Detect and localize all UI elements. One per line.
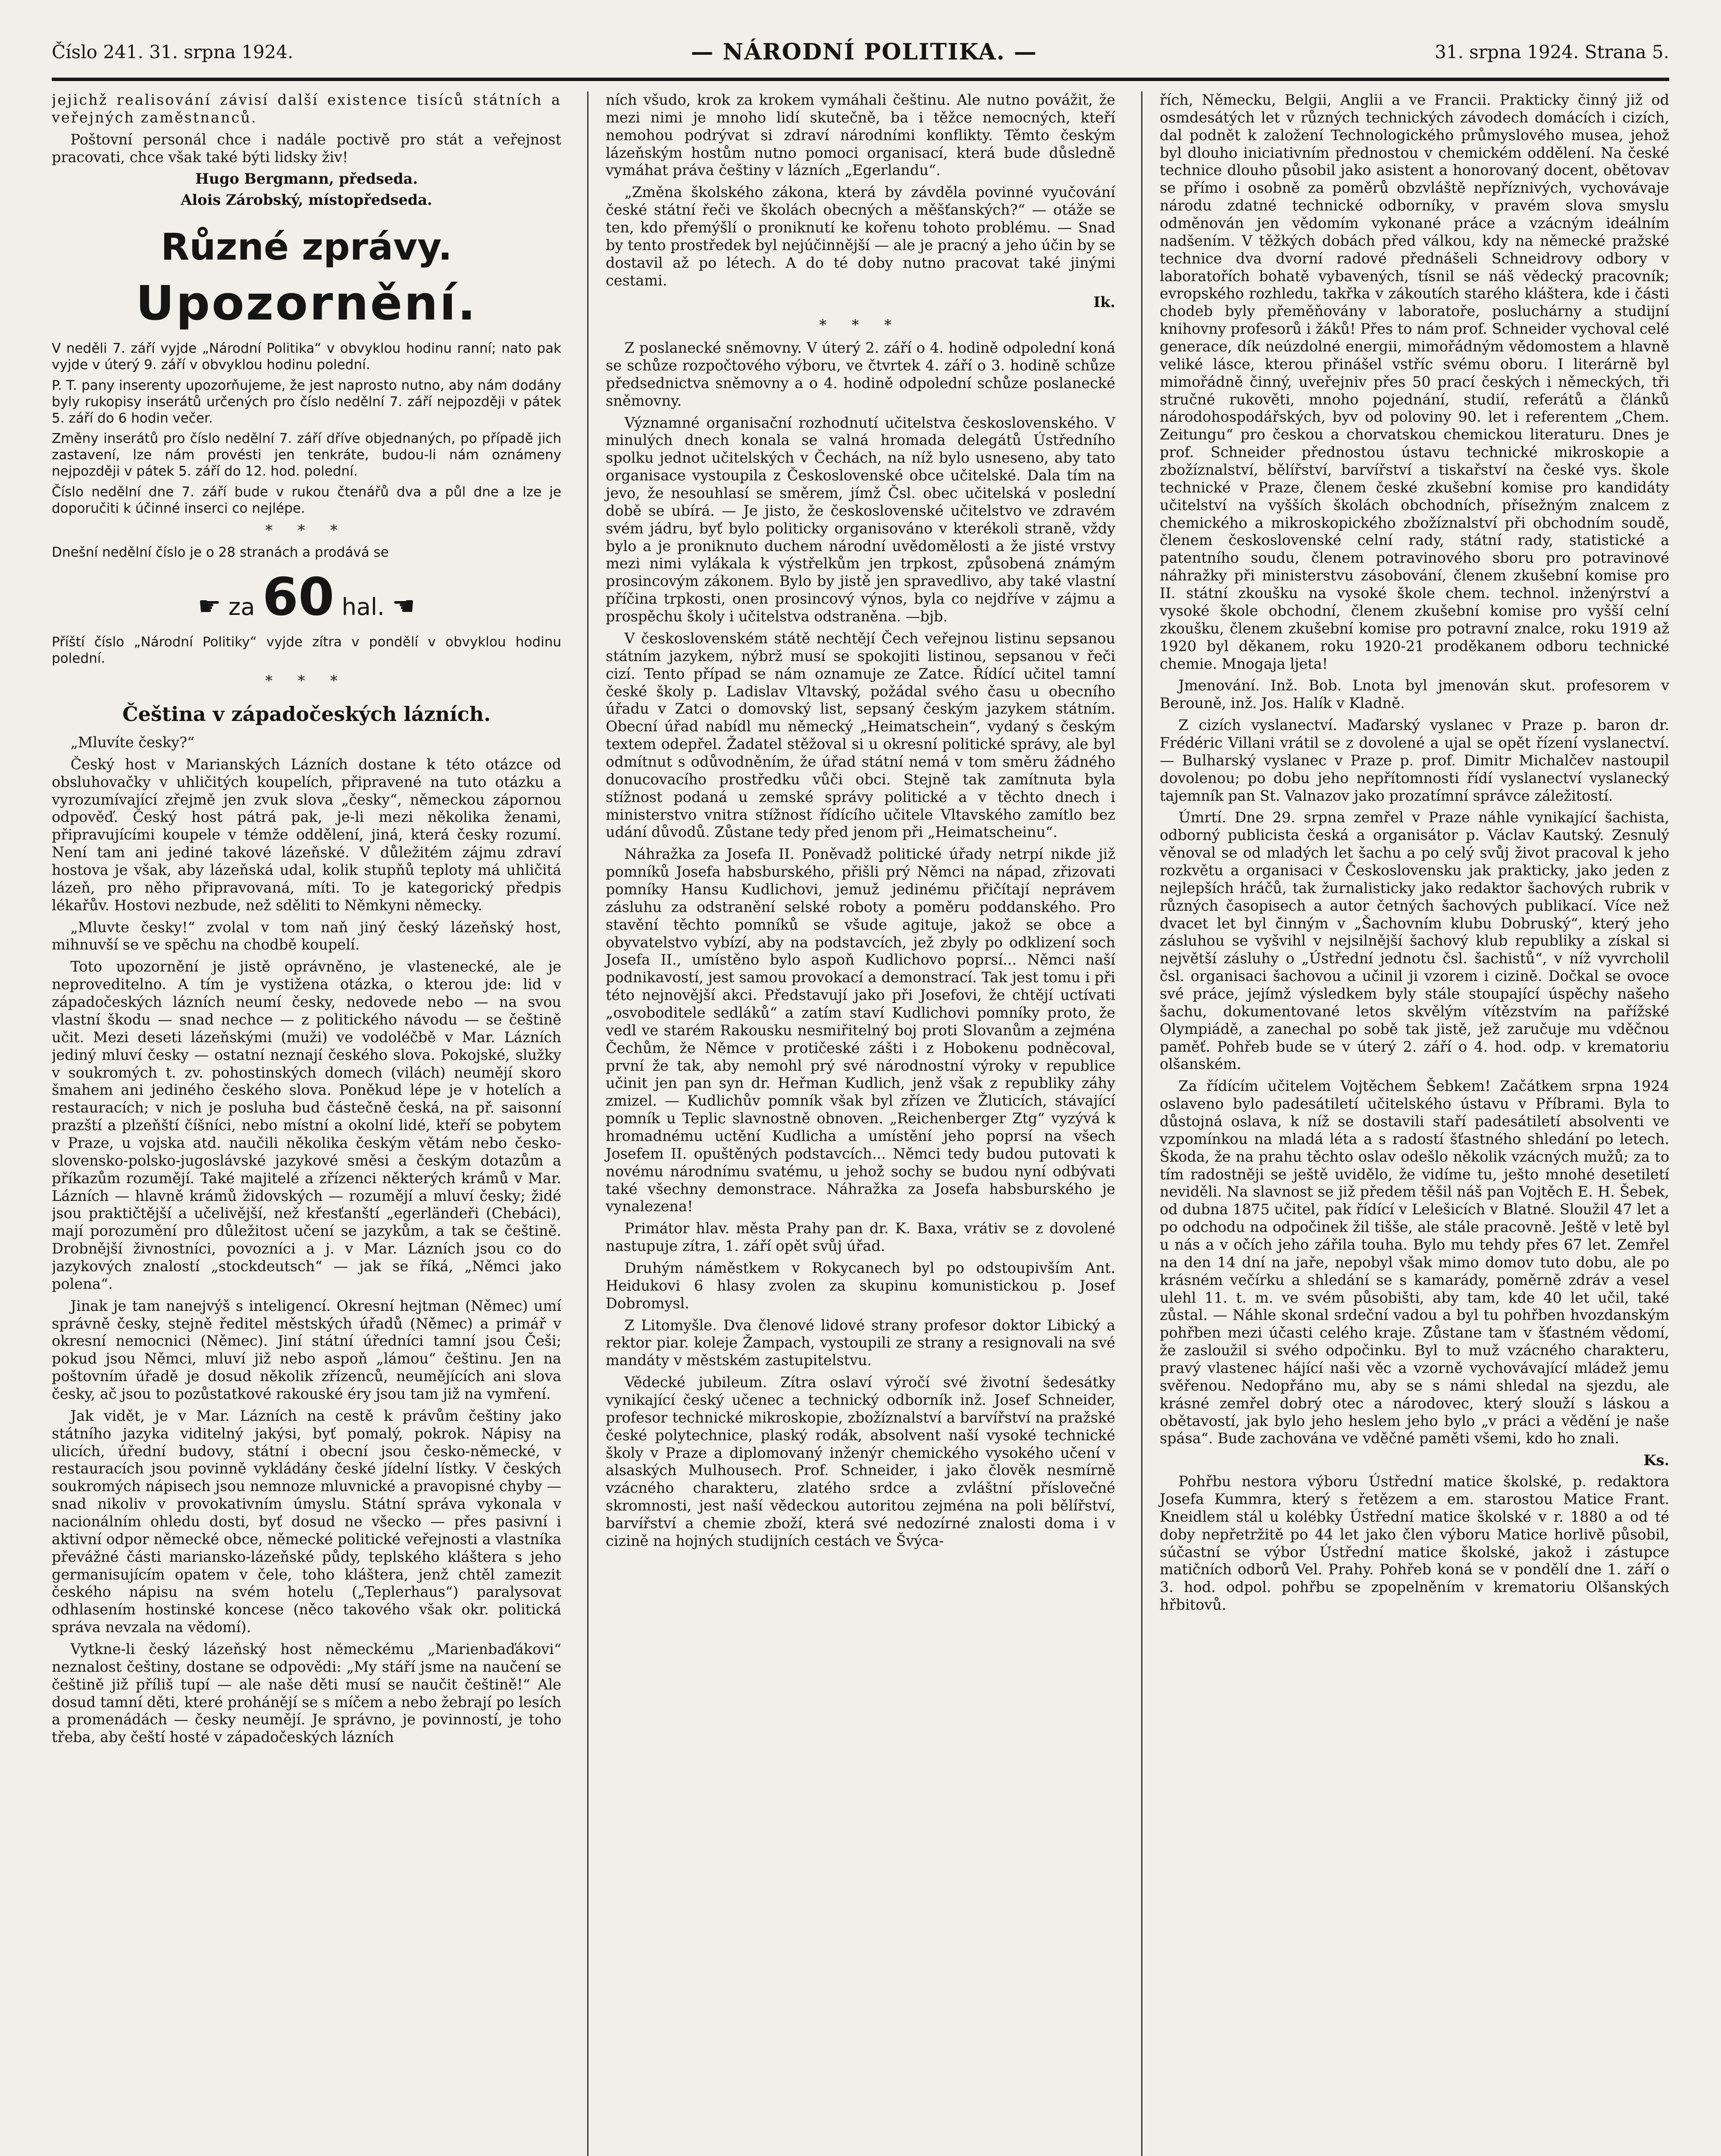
notice-paragraph: Číslo nedělní dne 7. září bude v rukou čtenářů dva a půl dne a lze je doporučiti k účinné inserci co nejlépe. xyxy=(52,484,561,516)
column-3 xyxy=(1141,91,1669,2156)
news-item: Z poslanecké sněmovny. V úterý 2. září o 4. hodině odpolední koná se schůze rozpočtového výboru, ve čtvrtek 4. září o 3. hodině schůze předsednictva sněmovny a o 4. hodině odpolední schůze poslanecké sněmovny. xyxy=(606,339,1115,409)
news-item: Pohřbu nestora výboru Ústřední matice školské, p. redaktora Josefa Kummra, který s řetězem a em. starostou Matice Frant. Kneidlem stál u kolébky Ústřední matice školské v r. 1880 a od té doby nepřetržitě po 44 let jako člen výboru Matice horlivě působil, súčastní se výbor Ústřední matice školské, jakož i zástupce matičních odborů Vel. Prahy. Pohřeb koná se v pondělí dne 1. září o 3. hod. odpol. pohřbu se zpopelněním v krematoriu Olšanských hřbitovů. xyxy=(1160,1473,1669,1614)
price-unit: hal. xyxy=(341,593,385,621)
price-number: 60 xyxy=(262,567,335,628)
paragraph: řích, Německu, Belgii, Anglii a ve Francii. Prakticky činný již od osmdesátých let v různých technických závodech domácích i cizích, dal podnět k založení Technologického průmyslového musea, jehož byl dlouho iniciativním přednostou v chemickém oddělení. Na české technice dlouho působil jako asistent a honorovaný docent, obětovav se přímo i osobně za poměrů obzvláště nepříznivých, vychovávaje národu zdatné technické odborníky, v pravém slova smyslu odměnován jen vědomím vykonané práce a vzácným ideálním nadšením. V těžkých dobách před válkou, kdy na německé pražské technice dva dvorní radové přednášeli Schneidrovy odbory v laboratořích bohatě vybavených, tísnil se náš vědecký pracovník; evropského rozhledu, takřka v zákoutích starého kláštera, kde i části chodeb byly přeměňovány v laboratoře, posluchárny a studijní knihovny profesorů i žáků! Přes to nám prof. Schneider vychoval celé generace, dík neúzdolné energii, mimořádným vědomostem a hlavně veliké lásce, kterou přinášel vstříc svému oboru. I literárně byl mimořádně činný, uveřejniv přes 50 prací českých i německých, tři stručné rukověti, mnoho pojednání, studií, referátů a článků národohospodářských, byv od poloviny 90. let i referentem „Chem. Zeitungu“ pro českou a chorvatskou chemickou literaturu. Dnes je prof. Schneider přednostou ústavu technické mikroskopie a zbožíznalství, bělířství, barvířství a tiskařství na české vys. škole technické v Praze, členem české zkušební komise pro kandidáty učitelství na vyšších školách obchodních, přísežným znalcem z chemického a mikroskopického zbožíznalství při obchodním soudě, členem československé celní rady, státní rady, statistické a patentního soudu, členem potravinového sboru pro potravinové náhražky při ministerstvu zásobování, členem zkušební komise pro II. státní zkoušku na vysoké škole chem. technol. inženýrství a vysoké škole obchodní, členem zkušební komise pro vyšší celní zkoušku, členem zkušební komise pro potravní znalce, roku 1919 až 1920 byl děkanem, roku 1920-21 proděkanem odboru technické chemie. Mnogaja ljeta! xyxy=(1160,91,1669,672)
notice-paragraph: Dnešní nedělní číslo je o 28 stranách a prodává se xyxy=(52,545,389,561)
paragraph: Jak vidět, je v Mar. Lázních na cestě k právům češtiny jako státního jazyka viditelný jakýsi, byť pomalý, pokrok. Nápisy na ulicích, úřední budovy, státní i obecní jsou česko-německé, v restauracích jsou povinně vykládány české jídelní lístky. V českých soukromých nápisech jsou nemnoze mluvnické a pravopisné chyby — snad nikoliv v provokativním úmyslu. Státní správa vykonala v nacionálním ohledu dosti, byť dosud ne všecko — přes pasivní i aktivní odpor německé obce, německé politické veřejnosti a vlastníka převážné části mariansko-lázeňské půdy, teplského kláštera s jeho germanisujícím opatem v čele, toho kláštera, jenž chtěl zamezit českého nápisu na svém hotelu („Teplerhaus“) paralysovat odhlasením hostinské koncese (něco takového však okr. politická správa nevzala na vědomí). xyxy=(52,1407,561,1636)
pointing-hand-icon: ☚ xyxy=(392,591,416,622)
paragraph: Toto upozornění je jistě oprávněno, je vlastenecké, ale je neproveditelno. A tím je vystižena otázka, o kterou jde: lid v západočeských lázních neumí česky, nedovede nebo — na svou vlastní škodu — snad nechce — z politického návodu — se češtině učit. Mezi deseti lázeňskými (muži) ve vodoléčbě v Mar. Lázních jediný mluví česky — ostatní neznají českého slova. Pokojské, služky v soukromých t. zv. pohostinských domech (vilách) neumějí skoro šmahem ani jediného českého slova. Poněkud lépe je v hotelích a restauracích; v nich je posluha bud částečně česká, na př. saisonní prazští a plzeňští číšníci, nebo místní a okolní lidé, kteří se pobytem v Praze, u vojska atd. naučili několika českým větám nebo česko-slovensko-polsko-jugoslávské jazykové směsi a českým dotazům a příkazům rozumějí. Také majitelé a zřízenci některých krámů v Mar. Lázních — hlavně krámů židovských — rozumějí a mluví česky; židé jsou praktičtější a učelivější, než křesťanští „egerländeři (Chebáci), mají porozumění pro důležitost učení se jazykům, a tak se češtině. Drobnější živnostníci, povozníci a j. v Mar. Lázních jsou co do jazykových znalostí „stockdeutsch“ — jak se říká, „Němci jako polena“. xyxy=(52,958,561,1292)
price-line xyxy=(52,566,561,629)
author-mark: Ik. xyxy=(1093,294,1115,311)
news-item: Jmenování. Inž. Bob. Lnota byl jmenován skut. profesorem v Berouně, inž. Jos. Halík v Kladně. xyxy=(1160,677,1669,712)
notice-paragraph: Příští číslo „Národní Politiky“ vyjde zítra v pondělí v obvyklou hodinu polední. xyxy=(52,634,561,667)
notice-paragraph: Změny inserátů pro číslo nedělní 7. září dříve objednaných, po případě jich zastavení, lze nám provésti jen tenkráte, budou-li nám oznámeny nejpozději v pátek 5. září do 12. hod. polední. xyxy=(52,431,561,479)
news-item: Významné organisační rozhodnutí učitelstva československého. V minulých dnech konala se valná hromada delegátů Ústředního spolku jednot učitelských v Čechách, na níž bylo usneseno, aby tato organisace vystoupila z Československé obce učitelské. Dala tím na jevo, že nesouhlasí se směrem, jímž Čsl. obec učitelská v poslední době se ubírá. — Je jisto, že československé učitelstvo ve zdravém svém jádru, byť bylo politicky organisováno v kterékoli straně, vždy bylo a je proniknuto duchem národní uvědomělosti a že jisté vrstvy mezi nimi vylákala k výstřelkům jen trpkost, způsobená známým prosincovým zákonem. Bylo by jistě jen spravedlivo, aby také vlastní příčina trpkosti, onen prosincový výnos, byla co nejdříve v zájmu a prospěchu školy i učitelstva odstraněna. —bjb. xyxy=(606,414,1115,625)
paragraph: „Změna školského zákona, která by závděla povinné vyučování české státní řeči ve školách obecných a měšťanských?“ — otáže se ten, kdo přemýšlí o proniknutí ke kořenu tohoto problému. — Snad by tento prostředek byl nejúčinnější — ale je pracný a jeho účin by se dostavil až po létech. A do té doby nutno pracovat také jinými cestami. xyxy=(606,184,1115,289)
column-2 xyxy=(587,91,1115,2156)
news-item: Za řídícím učitelem Vojtěchem Šebkem! Začátkem srpna 1924 oslaveno bylo padesátiletí učitelského ústavu v Příbrami. Byla to důstojná oslava, k níž se dostavili staří padesátiletí absolventi ve vzpomínkou na mladá léta a s radostí šťastného shledání po letech. Škoda, že na prahu těchto oslav odešlo několik vzácných mužů; za to tím radostněji se ještě uvidělo, že vidíme tu, ješto mnohé desetiletí neviděli. Na slavnost se již předem těšil náš pan Vojtěch E. H. Šebek, od dubna 1875 učitel, pak řídící v Lelešicích v Blatné. Sloužil 47 let a po odchodu na odpočinek žil tišše, ale stále pracovně. Ještě v letě byl u nás a v očích jeho zářila touha. Bylo mu tehdy přes 67 let. Zemřel na den 14 dní na jaře, nepobyl však mimo domov tuto dobu, ale po krásném večírku a shledání se s kamarády, poměrně zdráv a vesel ulehl 11. t. m. ve svém působišti, aby tam, kde 40 let učil, také zůstal. — Náhle skonal srdeční vadou a byl tu pohřben hvozdanským pohřben mezi účasti celého kraje. Zůstane tam v šťastném vědomí, že zasloužil si svého odpočinku. Byl to muž vzácného charakteru, pravý vlastenec hájící naši věc a vzorně vychovávající mládež jemu svěřenou. Nedopřáno mu, aby se s námi shledal na sjezdu, ale krásné zemřel dobrý otec a národovec, který slouží s láskou a obětavostí, jak bylo jeho heslem jeho bylo „v práci a vědění je naše spása“. Bude zachována ve vděčné paměti všemi, kdo ho znali. xyxy=(1160,1078,1669,1447)
paragraph: ních všudo, krok za krokem vymáhali češtinu. Ale nutno povážit, že mezi nimi je mnoho lidí skutečně, ba i těžce nemocných, kteří nemohou podrývat si zdraví národními konflikty. Těmto českým lázeňským hostům nutno pomoci organisací, která bude důsledně vymáhat práva češtiny v lázních „Egerlandu“. xyxy=(606,91,1115,179)
news-item: Druhým náměstkem v Rokycanech byl po odstoupivším Ant. Heidukovi 6 hlasy zvolen za skupinu komunistickou p. Josef Dobromysl. xyxy=(606,1260,1115,1312)
date-page-number: 31. srpna 1924. Strana 5. xyxy=(1435,41,1669,63)
news-item: Z Litomyšle. Dva členové lidové strany profesor doktor Libický a rektor piar. koleje Žampach, vystoupili ze strany a resignovali na své mandáty v městském zastupitelstvu. xyxy=(606,1316,1115,1369)
price-za: za xyxy=(228,593,255,621)
separator-stars: * * * xyxy=(265,522,348,539)
paragraph: „Mluvte česky!“ zvolal v tom naň jiný český lázeňský host, mihnuvší se ve spěchu na chodbě koupelí. xyxy=(52,918,561,953)
article-continuation: jejichž realisování závisí další existence tisíců státních a veřejných zaměstnanců. xyxy=(52,91,561,126)
news-item: Z cizích vyslanectví. Maďarský vyslanec v Praze p. baron dr. Frédéric Villani vrátil se z dovolené a ujal se opět řízení vyslanectví. — Bulharský vyslanec v Praze p. prof. Dimitr Michalčev nastoupil dovolenou; po dobu jeho nepřítomnosti řídí vyslanectví vyslanecký tajemník pan St. Valnazov jako prozatímní správce záležitostí. xyxy=(1160,717,1669,804)
separator-stars: * * * xyxy=(819,317,902,334)
news-item: Primátor hlav. města Prahy pan dr. K. Baxa, vrátiv se z dovolené nastupuje zítra, 1. září opět svůj úřad. xyxy=(606,1220,1115,1255)
news-item: Úmrtí. Dne 29. srpna zemřel v Praze náhle vynikající šachista, odborný publicista česká a organisátor p. Václav Kautský. Zesnulý věnoval se od mladých let šachu a po celý svůj život pracoval k jeho rozkvětu a organisaci v Československu jak prakticky, jako jeden z nejlepších hráčů, tak žurnalisticky jako redaktor šachových rubrik v různých časopisech a autor četných šachových publikací. Více než dvacet let byl činným v „Šachovním klubu Dobruský“, který jeho zásluhou se vyšvihl v nejsilnější šachový klub republiky a získal si největší zásluhy o „Ústřední jednotu čsl. šachistů“, v níž vyvrcholil čsl. organisaci šachovou a učinil ji vzorem i cizině. Dočkal se ovoce své práce, jejímž výsledkem byly stále stoupající úspěchy našeho šachu, dokumentované letos skvělým vítězstvím na pařížské Olympiádě, a zanechal po sobě tak jistě, jež zaručuje mu vděčnou paměť. Pohřeb bude se v úterý 2. září o 4. hod. odp. v krematoriu olšanském. xyxy=(1160,809,1669,1073)
masthead xyxy=(52,26,1669,81)
paragraph: Jinak je tam nanejvýš s inteligencí. Okresní hejtman (Němec) umí správně česky, stejně ředitel městských úřadů (Němec) a primář v okresní nemocnici (Němec). Jiní státní úředníci tamní jsou Češi; pokud jsou Němci, mluví již nebo aspoň „lámou“ češtinu. Jen na poštovním úřadě je dosud několik zřízenců, neumějících ani slova česky, ač jsou to pozůstatkové rakouské éry jsou tam již na vymření. xyxy=(52,1297,561,1402)
paragraph: Poštovní personál chce i nadále poctivě pro stát a veřejnost pracovati, chce však také býti lidsky živ! xyxy=(52,131,561,166)
signature: Alois Zárobský, místopředseda. xyxy=(181,191,432,209)
paragraph: Vytkne-li český lázeňský host německému „Marienbaďákovi“ neznalost češtiny, dostane se odpovědi: „My stáří jsme na naučení se češtině již příliš tupí — ale naše děti musí se naučit češtině!“ Ale dosud tamní děti, které prohánějí se s míčem a nebo žebrají po lesích a promenádách — česky neumějí. Je správno, je povinností, je toho třeba, aby čeští hosté v západočeských lázních xyxy=(52,1641,561,1746)
notice-paragraph: P. T. pany inserenty upozorňujeme, že jest naprosto nutno, aby nám dodány byly rukopisy inserátů určených pro číslo nedělní 7. září nejpozději v pátek 5. září do 6 hodin večer. xyxy=(52,377,561,426)
column-1 xyxy=(52,91,561,2156)
issue-number-date: Číslo 241. 31. srpna 1924. xyxy=(52,41,294,63)
notice-heading: Upozornění. xyxy=(135,276,478,331)
pointing-hand-icon: ☛ xyxy=(197,591,221,622)
paragraph: „Mluvíte česky?“ xyxy=(70,734,195,751)
author-mark: Ks. xyxy=(1643,1452,1669,1469)
news-item: Vědecké jubileum. Zítra oslaví výročí své životní šedesátky vynikající český učenec a technický odborník inž. Josef Schneider, profesor technické mikroskopie, zbožíznalství a barvířství na pražské české polytechnice, plaský rodák, absolvent naší vysoké technické školy v Praze a diplomovaný inženýr chemického vysokého učení v alsaských Mulhousech. Prof. Schneider, i jako člověk nesmírně vzácného charakteru, zlatého srdce a zvláštní příslovečné skromnosti, jest naší vědeckou autoritou zejména na poli bělířství, barvířství a chemie zboží, která své nedozírné znalosti doma i v cizině na hojných studijních cestách ve Švýca- xyxy=(606,1374,1115,1549)
news-item: V československém státě nechtějí Čech veřejnou listinu sepsanou státním jazykem, nýbrž musí se spokojiti listinou, sepsanou v řeči cizí. Tento případ se nám oznamuje ze Zatce. Řídící učitel tamní české školy p. Ladislav Vltavský, požádal svého času u obecního úřadu v Zatci o domovský list, sepsaný českým jazykem státním. Obecní úřad nabídl mu německý „Heimatschein“, vydaný s českým textem odepřel. Žadatel stěžoval si u okresní politické správy, ale byl odmítnut s odůvodněním, že úřad státní nemá v tom směru žádného donucovacího prostředku vůči obci. Stejně tak zamítnuta byla stížnost podaná u zemské správy politické a v těchto dnech i ministerstvo vnitra stížnost řídícího učitele Vltavského zamítlo bez udání důvodů. Zůstane tedy před jenom při „Heimatscheinu“. xyxy=(606,630,1115,841)
article-title: Čeština v západočeských lázních. xyxy=(122,702,491,726)
newspaper-title: — NÁRODNÍ POLITIKA. — xyxy=(691,38,1037,65)
notice-paragraph: V neděli 7. září vyjde „Národní Politika“ v obvyklou hodinu ranní; nato pak vyjde v úterý 9. září v obvyklou hodinu polední. xyxy=(52,341,561,373)
paragraph: Český host v Marianských Lázních dostane k této otázce od obsluhovačky v uhličitých koupelích, připravené na tuto otázku a vyrozumívající zřejmě jen zvuk slova „česky“, německou zápornou odpověď. Český host pátrá pak, je-li mezi několika ženami, připravujícími koupele v témže oddělení, jiná, která česky rozumí. Není tam ani jediné takové lázeňské. V důležitém zájmu zdraví hostova je však, aby lázeňská udal, kolik stupňů teploty má uhličitá lázeň, pro něho připravovaná, míti. To je kategorický předpis lékařův. Hostovi nezbude, než sděliti to Němkyni německy. xyxy=(52,755,561,914)
columns xyxy=(52,81,1669,2156)
news-item: Náhražka za Josefa II. Poněvadž politické úřady netrpí nikde již pomníků Josefa habsburského, přišli prý Němci na nápad, zřizovati pomníky Hansu Kudlichovi, jemuž jedinému přičítají neprávem zásluhu za odstranění selské roboty a poměru poddanského. Pro stavění těchto pomníků se všude agituje, jakož se obce a obyvatelstvo vybízí, aby na podstavcích, jež zbyly po odklizení soch Josefa II., umístěno bylo aspoň Kudlichovo poprsí... Němci naší podnikavostí, jest samou provokací a demonstrací. Tak jest tomu i při této nejnovější akci. Představují jako při Josefovi, že chtějí uctívati „osvoboditele sedláků“ a zatím staví Kudlichovi pomníky proto, že vedl ve starém Rakousku nesmiřitelný boj proti Slovanům a zejména Čechům, že Němce v protičeské zášti i z Hobokenu podněcoval, první že tak, aby nemohl prý své národnostní výroky v republice učinit jen pan syn dr. Heřman Kudlich, jenž však z republiky záhy zmizel. — Kudlichův pomník však byl zřízen ve Žluticích, stávající pomník u Teplic slavnostně obnoven. „Reichenberger Ztg“ vyzývá k hromadnému uctění Kudlicha a umístění jeho poprsí na všech Josefem II. opuštěných podstavcích... Němci tedy budou putovati k novému národnímu svatému, u jehož sochy se budou nyní odbývati také všechny demonstrace. Náhražka za Josefa habsburského je vynalezena! xyxy=(606,846,1115,1215)
separator-stars: * * * xyxy=(265,672,348,689)
signature: Hugo Bergmann, předseda. xyxy=(195,170,418,188)
section-heading: Různé zprávy. xyxy=(161,226,452,269)
